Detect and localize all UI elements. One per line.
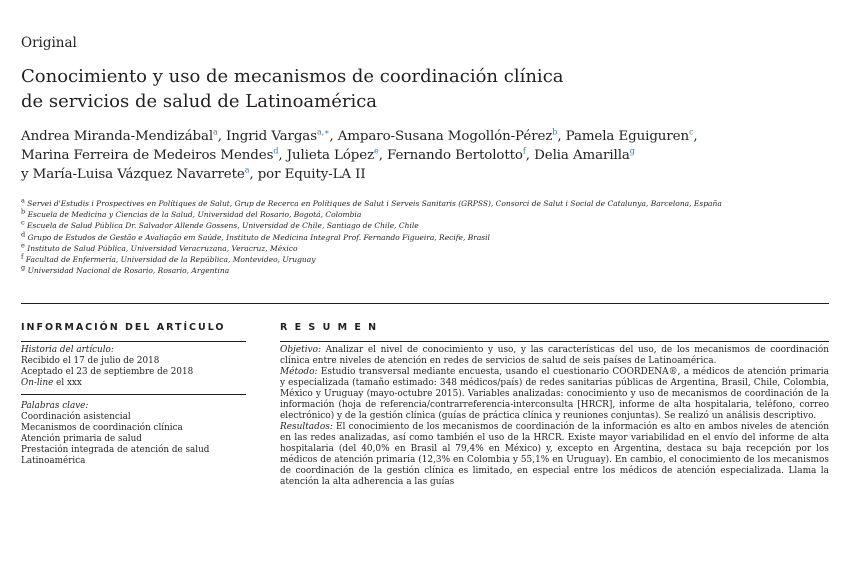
author-name[interactable]: Pamela Eguiguren bbox=[565, 129, 689, 144]
section-label: Original bbox=[21, 35, 77, 51]
author-separator: , bbox=[557, 129, 566, 144]
affiliation-marker[interactable]: a bbox=[213, 127, 218, 137]
author-line-2 bbox=[21, 146, 698, 165]
method-label: Método: bbox=[280, 367, 318, 377]
affiliation-marker[interactable]: c bbox=[688, 127, 694, 137]
author-name[interactable]: Andrea Miranda-Mendizábal bbox=[21, 129, 214, 144]
group-author: , por Equity-LA II bbox=[249, 167, 366, 182]
header-divider bbox=[21, 303, 829, 304]
keyword-item: Prestación integrada de atención de salud bbox=[21, 445, 210, 455]
affiliation-item bbox=[21, 220, 722, 231]
affiliation-item bbox=[21, 254, 722, 265]
affiliation-text: Instituto de Salud Pública, Universidad Veracruzana, Veracruz, México bbox=[27, 243, 298, 253]
affiliation-text: Servei d'Estudis i Prospectives en Polítiques de Salut, Grup de Recerca en Polítiques de Salut i Serveis Sanitaris (GRPSS), Consorci de Salut i Social de Catalunya, Barcelona, España bbox=[27, 199, 722, 208]
abstract-body bbox=[280, 342, 829, 488]
keyword-item: Mecanismos de coordinación clínica bbox=[21, 423, 183, 433]
author-separator: , bbox=[378, 148, 388, 163]
keyword-item: Atención primaria de salud bbox=[21, 434, 142, 444]
results-label: Resultados: bbox=[280, 422, 333, 432]
online-date bbox=[21, 378, 246, 389]
received-date: Recibido el 17 de julio de 2018 bbox=[21, 356, 160, 366]
title-line-2: de servicios de salud de Latinoamérica bbox=[21, 91, 378, 112]
affiliation-marker[interactable]: b bbox=[552, 127, 558, 137]
history-label: Historia del artículo: bbox=[21, 345, 114, 355]
affiliation-letter: a bbox=[21, 196, 25, 205]
results-text: El conocimiento de los mecanismos de coordinación de la información es alto en ambos niveles de atención en las redes analizadas, así como también el uso de la HRCR. Existe mayor variabilidad en el envío del informe de alta hospitalaria (del 40,0% en Brasil al 79,4% en México) y, excepto en Argentina, destaca su baja recepción por los médicos de atención primaria (12,3% en Colombia y 55,1% en Uruguay). En cambio, el conocimiento de los mecanismos de coordinación de la gestión clínica es limitado, en especial entre los médicos de atención especializada. Llama la atención la alta adherencia a las guías bbox=[280, 422, 829, 487]
keywords-divider bbox=[21, 394, 246, 395]
online-value: el xxx bbox=[53, 378, 82, 388]
affiliation-marker[interactable]: d bbox=[273, 146, 279, 156]
author-name[interactable]: Julieta López bbox=[286, 148, 375, 163]
method-text: Estudio transversal mediante encuesta, usando el cuestionario COORDENA®, a médicos de atención primaria y especializada (tamaño estimado: 348 médicos/país) de redes sanitarias públicas de Argentina, Brasil, Chile, Colombia, México y Uruguay (mayo-octubre 2015). Variables analizadas: conocimiento y uso de mecanismos de coordinación de la información (hoja de referencia/contrarreferencia-interconsulta [HRCR], informe de alta hospitalaria, teléfono, correo electrónico) y de la gestión clínica (guías de práctica clínica y reuniones conjuntas). Se realizó un análisis descriptivo. bbox=[280, 367, 829, 421]
article-info-heading: INFORMACIÓN DEL ARTÍCULO bbox=[21, 322, 226, 333]
author-name[interactable]: Amparo-Susana Mogollón-Pérez bbox=[337, 129, 553, 144]
article-title bbox=[21, 64, 564, 114]
affiliation-item bbox=[21, 243, 722, 254]
author-line-1 bbox=[21, 127, 698, 146]
affiliation-marker[interactable]: g bbox=[629, 146, 635, 156]
author-separator: , bbox=[329, 129, 338, 144]
author-name[interactable]: Ingrid Vargas bbox=[226, 129, 317, 144]
affiliation-item bbox=[21, 232, 722, 243]
affiliation-marker[interactable]: a,∗ bbox=[316, 127, 330, 137]
affiliation-item bbox=[21, 209, 722, 220]
affiliation-letter: c bbox=[21, 218, 25, 227]
author-separator: , bbox=[693, 129, 698, 144]
affiliation-letter: d bbox=[21, 230, 26, 239]
objective-label: Objetivo: bbox=[280, 345, 321, 355]
affiliation-text: Universidad Nacional de Rosario, Rosario, Argentina bbox=[27, 266, 230, 276]
author-separator: , bbox=[278, 148, 287, 163]
author-line-3 bbox=[21, 165, 698, 184]
affiliation-item bbox=[21, 198, 722, 209]
affiliation-letter: e bbox=[21, 241, 25, 250]
abstract-column bbox=[280, 322, 829, 488]
affiliation-letter: g bbox=[21, 263, 26, 272]
author-name[interactable]: y María-Luisa Vázquez Navarrete bbox=[21, 167, 245, 182]
article-info-column bbox=[21, 322, 246, 467]
affiliation-text: Grupo de Estudos de Gestão e Avaliação em Saúde, Instituto de Medicina Integral Prof. Fernando Figueira, Recife, Brasil bbox=[27, 232, 490, 242]
affiliation-text: Escuela de Medicina y Ciencias de la Salud, Universidad del Rosario, Bogotá, Colombia bbox=[27, 210, 362, 220]
keywords-label: Palabras clave: bbox=[21, 401, 89, 411]
author-name[interactable]: Fernando Bertolotto bbox=[387, 148, 523, 163]
online-label: On-line bbox=[21, 378, 54, 388]
author-list bbox=[21, 127, 698, 184]
article-history bbox=[21, 342, 246, 389]
affiliation-list bbox=[21, 198, 722, 276]
keyword-item: Latinoamérica bbox=[21, 456, 86, 466]
affiliation-text: Facultad de Enfermería, Universidad de la República, Montevideo, Uruguay bbox=[25, 255, 316, 265]
accepted-date: Aceptado el 23 de septiembre de 2018 bbox=[21, 367, 194, 377]
affiliation-item bbox=[21, 265, 722, 276]
objective-text: Analizar el nivel de conocimiento y uso, y las características del uso, de los mecanismos de coordinación clínica entre niveles de atención en redes de servicios de salud de seis países de Latinoamérica. bbox=[280, 345, 829, 366]
author-name[interactable]: Delia Amarilla bbox=[534, 148, 630, 163]
title-line-1: Conocimiento y uso de mecanismos de coordinación clínica bbox=[21, 66, 564, 87]
author-separator: , bbox=[217, 129, 227, 144]
abstract-objective bbox=[280, 345, 829, 367]
affiliation-marker[interactable]: e bbox=[374, 146, 379, 156]
affiliation-letter: b bbox=[21, 207, 26, 216]
keyword-item: Coordinación asistencial bbox=[21, 412, 131, 422]
affiliation-letter: f bbox=[21, 252, 24, 261]
affiliation-marker[interactable]: f bbox=[522, 146, 526, 156]
keywords-block bbox=[21, 398, 246, 467]
abstract-heading: R E S U M E N bbox=[280, 322, 379, 333]
author-separator: , bbox=[525, 148, 535, 163]
abstract-method bbox=[280, 367, 829, 422]
author-name[interactable]: Marina Ferreira de Medeiros Mendes bbox=[21, 148, 274, 163]
affiliation-marker[interactable]: a bbox=[244, 165, 250, 175]
abstract-results bbox=[280, 422, 829, 488]
affiliation-text: Escuela de Salud Pública Dr. Salvador Allende Gossens, Universidad de Chile, Santiago de Chile, Chile bbox=[27, 221, 419, 231]
